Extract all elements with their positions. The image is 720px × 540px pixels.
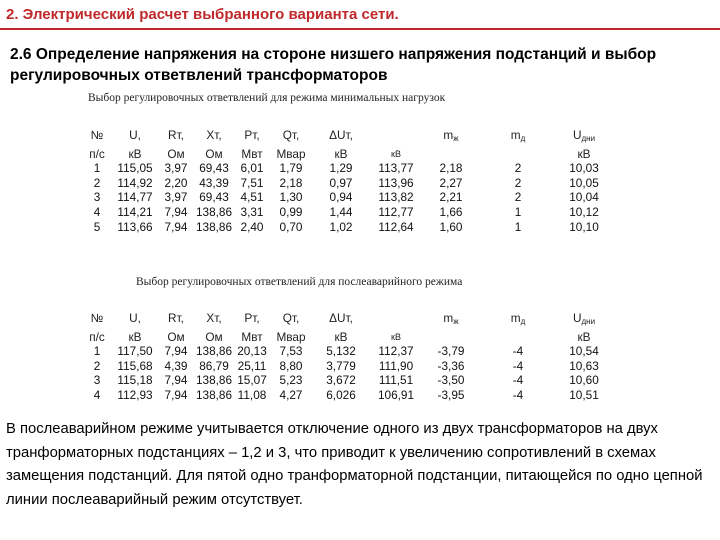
section-heading: 2.6 Определение напряжения на стороне низшего напряжения подстанций и выбор регулировочных ответвлений трансформаторов (10, 46, 657, 84)
column-header: $U_{дни}$ (572, 128, 596, 143)
table-cell: 10,51 (569, 387, 599, 402)
table-cell: 113,96 (378, 175, 414, 190)
table-cell: 113,66 (117, 219, 153, 234)
column-unit: п/с (89, 146, 105, 161)
column-header: $U_{дни}$ (572, 311, 596, 326)
table-cell: 10,03 (569, 161, 599, 176)
table-cell: 43,39 (199, 175, 229, 190)
table-cell: 114,92 (117, 175, 153, 190)
table-cell: 10,05 (569, 175, 599, 190)
table-row (82, 359, 612, 374)
title-divider (0, 28, 720, 30)
table-cell: 138,86 (195, 204, 233, 219)
column-header (370, 128, 422, 147)
table-cell: 2,18 (439, 161, 463, 176)
table-cell: 10,60 (569, 373, 599, 388)
column-header: ΔUт, (329, 128, 353, 142)
column-unit: кВ (577, 329, 591, 344)
table-cell: 3,31 (240, 204, 264, 219)
table-cell: 7,94 (164, 344, 188, 359)
table-cell: 4,27 (279, 387, 303, 402)
table-cell: 0,99 (279, 204, 303, 219)
table1-caption: Выбор регулировочных ответвлений для режима минимальных нагрузок (88, 92, 446, 104)
table-cell: 5,23 (279, 373, 303, 388)
table-cell: -3,50 (437, 373, 465, 388)
table-cell: 138,86 (195, 219, 233, 234)
table-cell: -4 (512, 373, 524, 388)
table-cell: 1,79 (279, 161, 303, 176)
table-cell: 115,68 (117, 358, 153, 373)
table-cell: 2 (514, 161, 522, 176)
table-cell: 7,53 (279, 344, 303, 359)
column-header: Pт, (244, 128, 260, 142)
table-cell: -3,95 (437, 387, 465, 402)
table-cell: 1,44 (329, 204, 353, 219)
table-cell: 114,21 (117, 204, 153, 219)
table-cell: 2,20 (164, 175, 188, 190)
column-header: $m_ж$ (443, 311, 459, 326)
column-header: Pт, (244, 311, 260, 325)
table-cell: -4 (512, 358, 524, 373)
column-unit: кВ (128, 146, 142, 161)
column-header: Xт, (206, 128, 222, 142)
table-cell: 115,05 (117, 161, 153, 176)
table-cell: 3,779 (326, 358, 356, 373)
column-unit (480, 330, 556, 345)
table-cell: 4 (93, 387, 101, 402)
table-cell: 112,93 (117, 387, 153, 402)
table-cell: 2,27 (439, 175, 463, 190)
table-cell: -3,36 (437, 358, 465, 373)
table-row (82, 220, 612, 235)
table-cell: 1,02 (329, 219, 353, 234)
column-header: Rт, (168, 128, 184, 142)
column-unit: кВ (334, 146, 348, 161)
header-row (82, 311, 612, 330)
column-unit: п/с (89, 329, 105, 344)
column-unit: кВ (391, 148, 401, 159)
table-cell: 0,70 (279, 219, 303, 234)
table2-caption: Выбор регулировочных ответвлений для послеаварийного режима (136, 276, 463, 288)
table-row (82, 176, 612, 191)
table-cell: 10,54 (569, 344, 599, 359)
table-cell: 2,21 (439, 190, 463, 205)
column-header: № (90, 128, 104, 142)
column-unit: кВ (128, 329, 142, 344)
table-cell: 1,60 (439, 219, 463, 234)
table-cell: 2 (514, 190, 522, 205)
table-cell: 3,97 (164, 161, 188, 176)
table-row (82, 373, 612, 388)
table-cell: 10,04 (569, 190, 599, 205)
column-unit: Мвар (276, 329, 306, 344)
table-cell: 3 (93, 190, 101, 205)
table-cell: 113,82 (378, 190, 414, 205)
table-cell: 138,86 (195, 344, 233, 359)
header-row (82, 128, 612, 147)
table-cell: 8,80 (279, 358, 303, 373)
table-cell: 10,12 (569, 204, 599, 219)
table-min-load (82, 128, 612, 234)
table-cell: 1,29 (329, 161, 353, 176)
table-cell: 117,50 (117, 344, 153, 359)
column-header: $m_ж$ (443, 128, 459, 143)
table-cell: 86,79 (199, 358, 229, 373)
table-cell: 1 (93, 161, 101, 176)
table-cell: 11,08 (237, 387, 267, 402)
table-cell: 112,37 (378, 344, 414, 359)
table-cell: 1 (93, 344, 101, 359)
table-row (82, 205, 612, 220)
table-cell: 115,18 (117, 373, 153, 388)
table-cell: 106,91 (377, 387, 415, 402)
table-cell: 7,51 (240, 175, 264, 190)
slide-title: 2. Электрический расчет выбранного варианта сети. (6, 6, 399, 23)
column-header: Xт, (206, 311, 222, 325)
table-cell: -3,79 (437, 344, 465, 359)
table-cell: 6,01 (240, 161, 264, 176)
table-cell: 4,39 (164, 358, 188, 373)
table-cell: 2,40 (240, 219, 264, 234)
table-cell: 112,64 (378, 219, 414, 234)
table-row (82, 388, 612, 403)
column-header: Qт, (282, 128, 300, 142)
table-cell: 0,97 (329, 175, 353, 190)
table-cell: 3,672 (326, 373, 356, 388)
table-row (82, 344, 612, 359)
table-cell: 4 (93, 204, 101, 219)
column-unit: кВ (334, 329, 348, 344)
column-unit (422, 330, 480, 345)
table-cell: 7,94 (164, 373, 188, 388)
table-cell: 10,63 (569, 358, 599, 373)
column-header: U, (129, 128, 141, 142)
column-header: $m_д$ (510, 311, 526, 326)
table-cell: 3 (93, 373, 101, 388)
column-unit: Мвт (241, 329, 263, 344)
table-cell: 2 (93, 358, 101, 373)
table-cell: 5,132 (326, 344, 356, 359)
table-cell: 1 (514, 219, 522, 234)
table-cell: 1,30 (279, 190, 303, 205)
header-unit-row (82, 330, 612, 345)
table-cell: 0,94 (329, 190, 353, 205)
column-header: ΔUт, (329, 311, 353, 325)
column-header: $m_д$ (510, 128, 526, 143)
column-unit: Ом (205, 329, 223, 344)
header-unit-row (82, 147, 612, 162)
table-cell: 7,94 (164, 387, 188, 402)
column-unit: кВ (391, 331, 401, 342)
table-cell: 2 (514, 175, 522, 190)
table-cell: 25,11 (237, 358, 267, 373)
column-unit: Ом (167, 146, 185, 161)
table-row (82, 161, 612, 176)
column-unit: Ом (205, 146, 223, 161)
column-unit: Мвар (276, 146, 306, 161)
table-cell: 1,66 (439, 204, 463, 219)
table-cell: 138,86 (195, 387, 233, 402)
table-cell: 111,90 (378, 358, 414, 373)
column-unit (422, 147, 480, 162)
table-cell: 138,86 (195, 373, 233, 388)
table-cell: 20,13 (237, 344, 267, 359)
table-cell: -4 (512, 387, 524, 402)
table-cell: 6,026 (326, 387, 356, 402)
table-cell: 112,77 (378, 204, 414, 219)
table-cell: 2,18 (279, 175, 303, 190)
column-header (370, 311, 422, 330)
table-row (82, 190, 612, 205)
table-cell: 5 (93, 219, 101, 234)
table-cell: 114,77 (117, 190, 153, 205)
table-cell: 69,43 (199, 161, 229, 176)
table-cell: 113,77 (378, 161, 414, 176)
column-unit: Ом (167, 329, 185, 344)
table-cell: 7,94 (164, 204, 188, 219)
column-unit: Мвт (241, 146, 263, 161)
explanation-paragraph: В послеаварийном режиме учитывается отключение одного из двух трансформаторов на двух транформаторных подстанциях – 1,2 и 3, что приводит к увеличению сопротивлений в схемах замещения подстанций. Для пятой одно транформаторной подстанции, питающейся по одно цепной линии послеаварийный режим отсутствует. (6, 421, 703, 508)
column-header: U, (129, 311, 141, 325)
column-unit (480, 147, 556, 162)
table-cell: -4 (512, 344, 524, 359)
table-cell: 69,43 (199, 190, 229, 205)
column-unit: кВ (577, 146, 591, 161)
table-cell: 7,94 (164, 219, 188, 234)
column-header: № (90, 311, 104, 325)
table-cell: 1 (514, 204, 522, 219)
table-cell: 2 (93, 175, 101, 190)
table-post-emergency (82, 311, 612, 403)
table-cell: 3,97 (164, 190, 188, 205)
table-cell: 4,51 (240, 190, 264, 205)
column-header: Rт, (168, 311, 184, 325)
table-cell: 15,07 (237, 373, 267, 388)
table-cell: 10,10 (569, 219, 599, 234)
column-header: Qт, (282, 311, 300, 325)
table-cell: 111,51 (378, 373, 414, 388)
